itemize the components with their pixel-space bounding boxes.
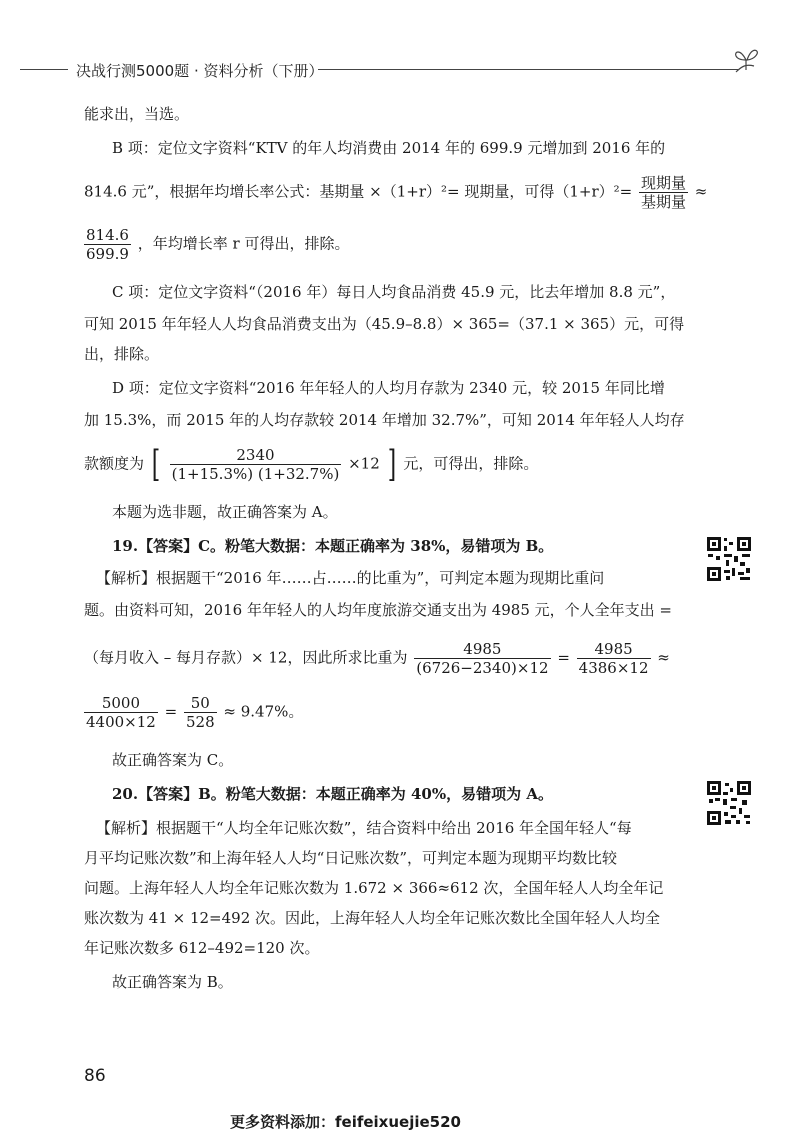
- text-line: 本题为选非题，故正确答案为 A。: [112, 503, 338, 521]
- text-segment: （每月收入 – 每月存款）× 12，因此所求比重为: [84, 648, 408, 667]
- numerator: 50: [184, 694, 217, 713]
- text-line: 账次数为 41 × 12=492 次。因此，上海年轻人人均全年记账次数比全国年轻人人均全: [84, 909, 661, 927]
- text-line-with-fraction: [84, 443, 684, 485]
- fraction: [414, 640, 550, 677]
- text-segment: ≈ 9.47%。: [223, 702, 304, 721]
- qr-code-icon[interactable]: [706, 536, 752, 582]
- fraction: [170, 446, 342, 483]
- denominator: 4400×12: [86, 713, 156, 731]
- text-line: 故正确答案为 C。: [112, 751, 234, 769]
- text-segment: 款额度为: [84, 454, 145, 473]
- fraction: [184, 694, 217, 731]
- text-line: 问题。上海年轻人人均全年记账次数为 1.672 × 366≈612 次，全国年轻人人均全年记: [84, 879, 664, 897]
- answer-19: 19.【答案】C。粉笔大数据：本题正确率为 38%，易错项为 B。: [112, 537, 554, 555]
- text-line-with-fraction: [84, 226, 684, 263]
- text-segment: =: [164, 702, 178, 721]
- text-line: 年记账次数多 612–492=120 次。: [84, 939, 320, 957]
- text-segment: ，年均增长率 r 可得出，排除。: [137, 234, 350, 253]
- text-line: 能求出，当选。: [84, 105, 190, 123]
- header-rule-right: [318, 69, 738, 70]
- header-title: 决战行测5000题 · 资料分析（下册）: [76, 62, 324, 80]
- text-segment: ×12: [348, 454, 380, 473]
- answer-20: 20.【答案】B。粉笔大数据：本题正确率为 40%，易错项为 A。: [112, 785, 553, 803]
- footer-text: 更多资料添加：feifeixuejie520: [230, 1113, 461, 1131]
- fraction: [84, 694, 158, 731]
- denominator: 4386×12: [578, 659, 649, 677]
- text-line: 故正确答案为 B。: [112, 973, 233, 991]
- text-segment: =: [557, 648, 570, 667]
- numerator: 814.6: [86, 226, 129, 244]
- numerator: 2340: [170, 446, 342, 465]
- denominator: (1+15.3%) (1+32.7%): [171, 465, 340, 483]
- text-line: C 项：定位文字资料“（2016 年）每日人均食品消费 45.9 元，比去年增加 8.8 元”，: [112, 283, 676, 301]
- fraction: [84, 226, 131, 263]
- text-line-with-fraction: [84, 640, 684, 677]
- text-segment: ≈: [694, 182, 708, 201]
- page-number: 86: [84, 1066, 106, 1086]
- numerator: 4985: [577, 640, 651, 659]
- fraction: [577, 640, 651, 677]
- analysis-line: 【解析】根据题干“2016 年……占……的比重为”，可判定本题为现期比重问: [96, 569, 605, 587]
- fraction: [639, 174, 688, 211]
- text-line-with-fraction: [84, 694, 684, 731]
- numerator: 现期量: [641, 174, 687, 192]
- text-segment: ≈: [657, 648, 670, 667]
- text-line: 出，排除。: [84, 345, 160, 363]
- denominator: 基期量: [641, 193, 687, 211]
- denominator: 699.9: [86, 245, 129, 263]
- text-line: 题。由资料可知，2016 年年轻人的人均年度旅游交通支出为 4985 元，个人全年支出 =: [84, 601, 672, 619]
- qr-code-icon[interactable]: [706, 780, 752, 826]
- denominator: 528: [185, 713, 215, 731]
- bracket: ]: [387, 443, 396, 485]
- text-segment: 814.6 元”，根据年均增长率公式：基期量 ×（1+r）²= 现期量，可得（1+r）²=: [84, 182, 633, 201]
- text-line: 可知 2015 年年轻人人均食品消费支出为（45.9–8.8）× 365=（37.1 × 365）元，可得: [84, 315, 685, 333]
- header-rule-left: [20, 69, 68, 70]
- text-line: 加 15.3%，而 2015 年的人均存款较 2014 年增加 32.7%”，可知 2014 年年轻人人均存: [84, 411, 685, 429]
- text-line: B 项：定位文字资料“KTV 的年人均消费由 2014 年的 699.9 元增加到 2016 年的: [112, 139, 666, 157]
- analysis-line: 【解析】根据题干“人均全年记账次数”，结合资料中给出 2016 年全国年轻人“每: [96, 819, 632, 837]
- text-line-with-fraction: [84, 174, 708, 211]
- running-header: [0, 58, 760, 82]
- numerator: 5000: [84, 694, 158, 713]
- leaf-icon: [732, 42, 760, 74]
- text-line: D 项：定位文字资料“2016 年年轻人的人均月存款为 2340 元，较 2015 年同比增: [112, 379, 665, 397]
- denominator: (6726−2340)×12: [416, 659, 549, 677]
- bracket: [: [151, 443, 161, 485]
- numerator: 4985: [414, 640, 550, 659]
- text-segment: 元，可得出，排除。: [403, 454, 539, 473]
- text-line: 月平均记账次数”和上海年轻人人均“日记账次数”，可判定本题为现期平均数比较: [84, 849, 618, 867]
